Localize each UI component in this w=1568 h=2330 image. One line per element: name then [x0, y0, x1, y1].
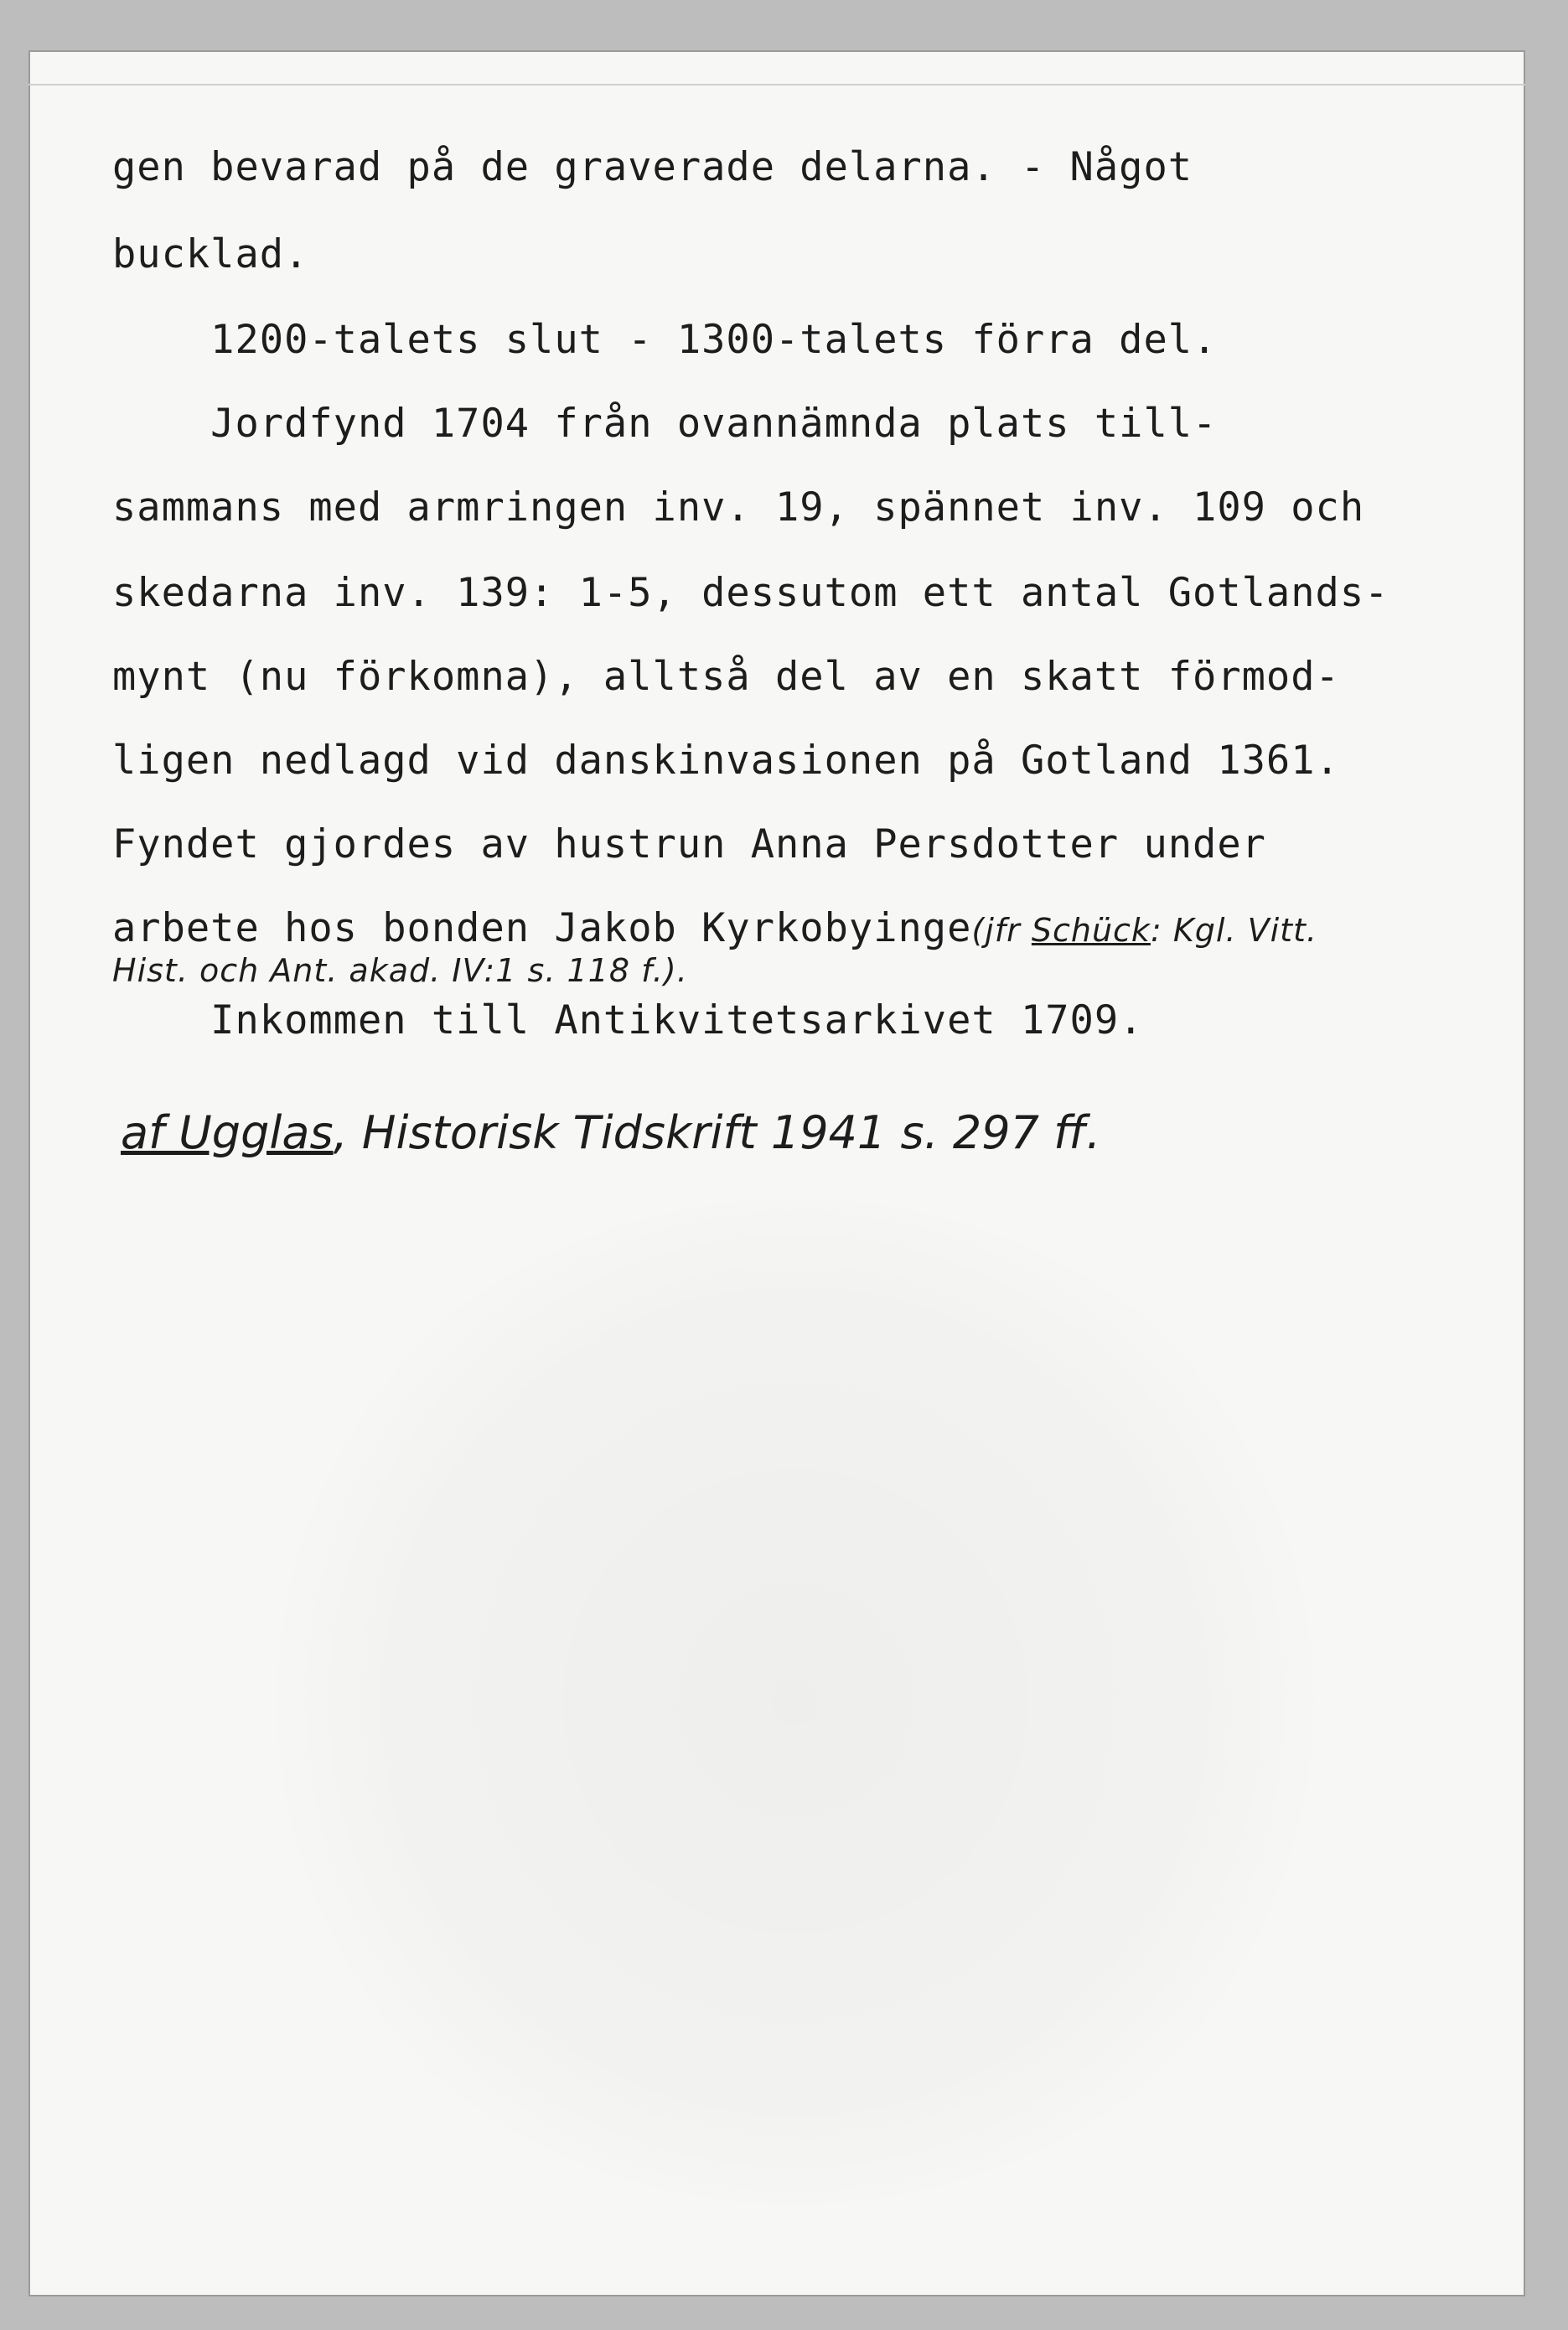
typed-line: bucklad.	[112, 231, 309, 277]
handwritten-inline-note	[971, 912, 1317, 949]
typed-line: Inkommen till Antikvitetsarkivet 1709.	[112, 997, 1144, 1043]
note-rest: : Kgl. Vitt.	[1150, 912, 1318, 949]
typed-line: ligen nedlagd vid danskinvasionen på Gotland 1361.	[112, 738, 1340, 784]
typed-line: skedarna inv. 139: 1-5, dessutom ett antal Gotlands-	[112, 570, 1389, 616]
typed-line: 1200-talets slut - 1300-talets förra del.	[112, 317, 1218, 363]
typed-line-with-note	[112, 904, 1317, 954]
typed-line: Jordfynd 1704 från ovannämnda plats till-	[112, 401, 1218, 447]
typed-line: gen bevarad på de graverade delarna. - Något	[112, 144, 1193, 190]
handwritten-reference	[121, 1106, 1100, 1159]
faint-stamp-watermark	[255, 1199, 1336, 2204]
note-author: Schück	[1031, 912, 1151, 949]
note-open: (jfr	[971, 912, 1032, 949]
reference-rest: , Historisk Tidskrift 1941 s. 297 ff.	[333, 1106, 1101, 1159]
typed-line-text: arbete hos bonden Jakob Kyrkobyinge	[112, 905, 972, 951]
typed-line: sammans med armringen inv. 19, spännet inv. 109 och	[112, 484, 1365, 531]
document-page	[28, 50, 1525, 2296]
handwritten-note-line-2: Hist. och Ant. akad. IV:1 s. 118 f.).	[112, 952, 688, 989]
typed-line: Fyndet gjordes av hustrun Anna Persdotter under	[112, 821, 1266, 867]
typed-line: mynt (nu förkomna), alltså del av en skatt förmod-	[112, 654, 1340, 700]
reference-author: af Ugglas	[121, 1106, 334, 1159]
